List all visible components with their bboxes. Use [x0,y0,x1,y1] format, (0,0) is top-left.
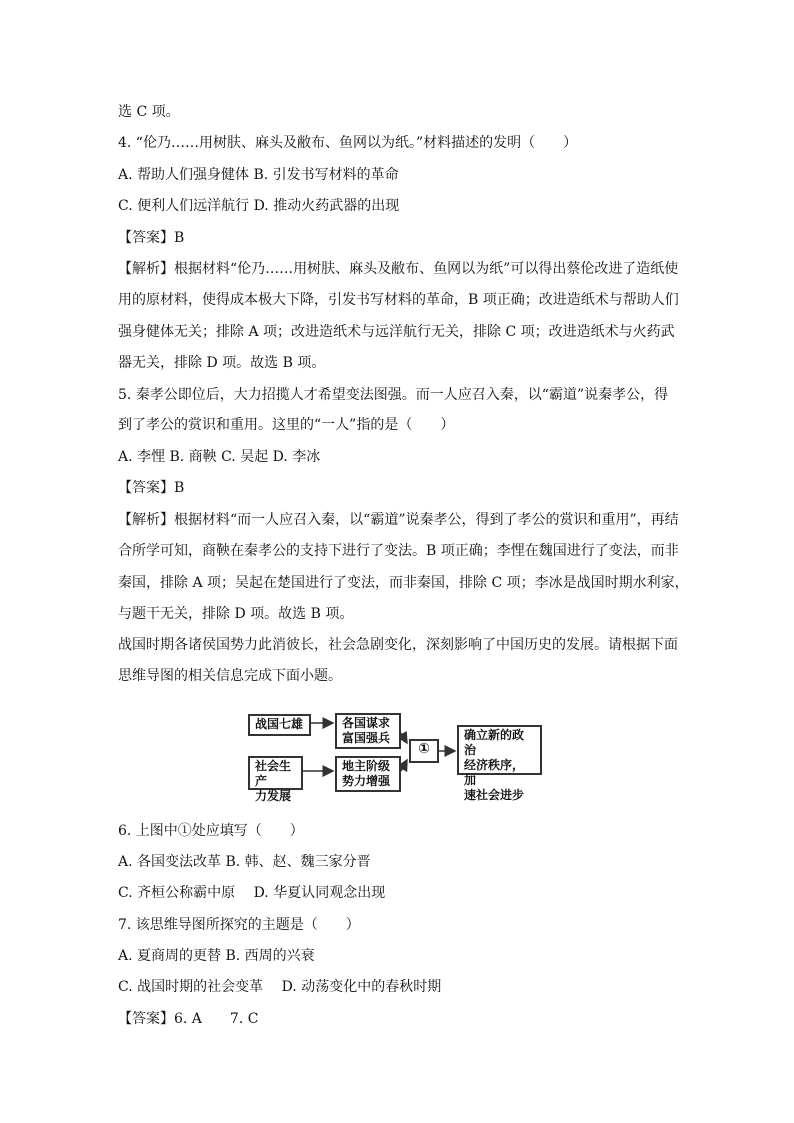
material-intro: 思维导图的相关信息完成下面小题。 [118,668,342,684]
answer-line: 【答案】B [118,480,185,496]
options-line: C. 便利人们远洋航行 D. 推动火药武器的出现 [118,198,400,214]
circle-number: ① [418,741,430,757]
box-label: 各国谋求 [342,716,391,730]
question-5: 5. 秦孝公即位后，大力招揽人才希望变法图强。而一人应召入秦，以“霸道”说秦孝公，得 [118,387,669,403]
answer-line: 【答案】B [118,230,185,246]
answer-line: 【答案】6. A 7. C [118,1011,259,1027]
options-line: A. 各国变法改革 B. 韩、赵、魏三家分晋 [118,854,371,870]
question-4: 4. “伦乃……用树肤、麻头及敝布、鱼网以为纸。”材料描述的发明（ ） [118,135,578,151]
analysis-line: 器无关，排除 D 项。故选 B 项。 [118,355,326,371]
analysis-line: 用的原材料，使得成本极大下降，引发书写材料的革命，B 项正确；改进造纸术与帮助人们 [118,292,679,308]
diagram-box-result [457,725,542,802]
question-5-cont: 到了孝公的赏识和重用。这里的“一人”指的是（ ） [118,417,455,433]
diagram-box-seek-strength [335,713,401,749]
options-line: A. 李悝 B. 商鞅 C. 吴起 D. 李冰 [118,449,321,465]
material-intro: 战国时期各诸侯国势力此消彼长，社会急剧变化，深刻影响了中国历史的发展。请根据下面 [118,637,678,653]
analysis-line: 强身健体无关；排除 A 项；改进造纸术与远洋航行无关，排除 C 项；改进造纸术与火药武 [118,324,675,340]
box-label: 速社会进步 [464,788,525,802]
box-label: 战国七雄 [255,717,304,731]
box-label: 富国强兵 [342,731,391,745]
options-line: C. 战国时期的社会变革 D. 动荡变化中的春秋时期 [118,979,442,995]
options-line: C. 齐桓公称霸中原 D. 华夏认同观念出现 [118,885,386,901]
box-label: 确立新的政治 [464,728,525,757]
options-line: A. 夏商周的更替 B. 西周的兴衰 [118,948,315,964]
diagram-box-seven-states [248,714,311,736]
diagram-box-landlord-class [335,756,401,792]
box-label: 力发展 [255,789,292,803]
box-label: 社会生产 [255,759,292,788]
analysis-line: 秦国，排除 A 项；吴起在楚国进行了变法，而非秦国，排除 C 项；李冰是战国时期水利家， [118,575,689,591]
analysis-line: 合所学可知，商鞅在秦孝公的支持下进行了变法。B 项正确；李悝在魏国进行了变法，而非 [118,543,679,559]
box-label: 经济秩序，加 [464,758,525,787]
text-line: 选 C 项。 [118,104,180,120]
question-7: 7. 该思维导图所探究的主题是（ ） [118,917,360,933]
question-6: 6. 上图中①处应填写（ ） [118,823,304,839]
analysis-line: 【解析】根据材料“伦乃……用树肤、麻头及敝布、鱼网以为纸”可以得出蔡伦改进了造纸使 [118,261,679,277]
diagram-box-production [248,756,303,803]
analysis-line: 【解析】根据材料“而一人应召入秦，以“霸道”说秦孝公，得到了孝公的赏识和重用”，再结 [118,512,679,528]
box-label: 势力增强 [342,774,391,788]
analysis-line: 与题干无关，排除 D 项。故选 B 项。 [118,606,354,622]
diagram-box-blank [409,739,439,763]
box-label: 地主阶级 [342,759,391,773]
options-line: A. 帮助人们强身健体 B. 引发书写材料的革命 [118,167,399,183]
